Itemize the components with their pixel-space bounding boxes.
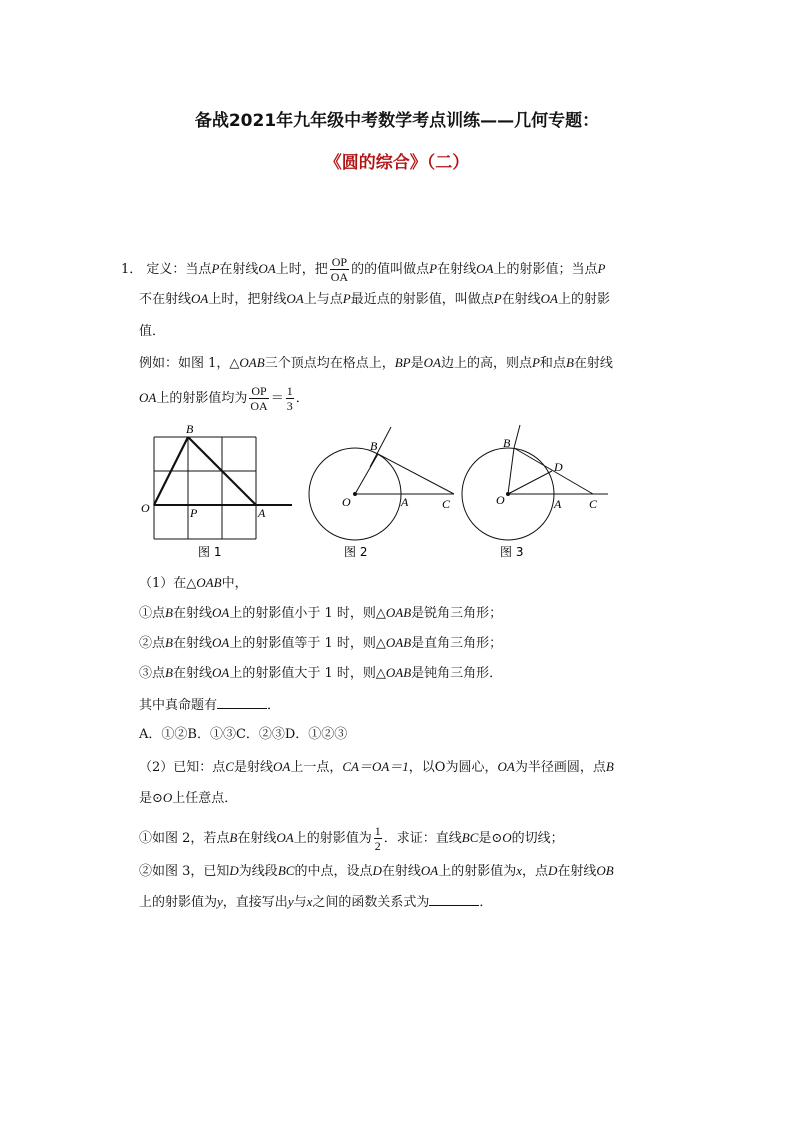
fig3-label-o: O — [496, 493, 505, 507]
fig2-label-a: A — [401, 495, 409, 509]
fraction-half: $\frac{1}{2}$ — [374, 824, 381, 853]
statement-3: ③点B在射线OA上的射影值大于 1 时，则△OAB是钝角三角形． — [139, 665, 503, 681]
options-line: A．①②B．①③C．②③D．①②③ — [139, 727, 348, 742]
figure-1 — [154, 437, 292, 539]
fig2-label-o: O — [342, 495, 351, 509]
answer-blank-1[interactable] — [217, 696, 267, 709]
fraction-op-oa: $\frac{OP}{OA}$ — [330, 255, 349, 284]
fig2-label-b: B — [370, 439, 378, 453]
question-1-heading: （1）在△OAB中， — [139, 575, 248, 591]
question-2-line-1: （2）已知：点C是射线OA上一点，CA＝OA＝1，以O为圆心，OA为半径画圆，点B — [139, 759, 614, 775]
definition-line-1: 1． 定义：当点P在射线OA上时，把 $\frac{OP}{OA}$ 的的值叫做点P在射线OA上的射影值；当点P — [121, 255, 606, 284]
statement-2: ②点B在射线OA上的射影值等于 1 时，则△OAB是直角三角形； — [139, 635, 503, 651]
statement-1: ①点B在射线OA上的射影值小于 1 时，则△OAB是锐角三角形； — [139, 605, 503, 621]
question-2-line-2: 是⊙O上任意点． — [139, 790, 238, 806]
figure-3 — [462, 425, 608, 540]
part-2-1: ①如图 2，若点B在射线OA上的射影值为 $\frac{1}{2}$ ．求证：直线BC是⊙O的切线； — [139, 824, 564, 853]
fig3-caption: 图 3 — [500, 545, 524, 559]
fig3-label-d: D — [554, 460, 563, 474]
figure-2 — [309, 427, 454, 540]
fig3-label-a: A — [554, 497, 562, 511]
page-subtitle: 《圆的综合》（二） — [324, 153, 470, 173]
true-propositions-line: 其中真命题有 ． — [139, 698, 281, 713]
definition-line-3: 值． — [139, 324, 166, 339]
fig2-caption: 图 2 — [344, 545, 368, 559]
fig3-label-b: B — [503, 436, 511, 450]
fig3-label-c: C — [589, 497, 598, 511]
fig1-label-a: A — [258, 506, 266, 520]
definition-line-2: 不在射线OA上时，把射线OA上与点P最近点的射影值，叫做点P在射线OA上的射影 — [139, 291, 611, 307]
fig1-label-b: B — [186, 422, 194, 436]
fig2-label-c: C — [442, 497, 451, 511]
fig1-label-o: O — [141, 501, 150, 515]
example-line-2: OA上的射影值均为 $\frac{OP}{OA}$ ＝ $\frac{1}{3}$ ． — [139, 384, 309, 413]
fig1-caption: 图 1 — [198, 545, 222, 559]
fig1-label-p: P — [190, 506, 198, 520]
page-title: 备战2021年九年级中考数学考点训练——几何专题： — [194, 111, 600, 131]
example-line-1: 例如：如图 1，△OAB三个顶点均在格点上，BP是OA边上的高，则点P和点B在射线 — [139, 355, 613, 371]
part-2-2-line-2: 上的射影值为y，直接写出y与x之间的函数关系式为 ． — [139, 894, 493, 910]
part-2-2-line-1: ②如图 3，已知D为线段BC的中点，设点D在射线OA上的射影值为x，点D在射线OB — [139, 863, 614, 879]
answer-blank-2[interactable] — [429, 893, 479, 906]
